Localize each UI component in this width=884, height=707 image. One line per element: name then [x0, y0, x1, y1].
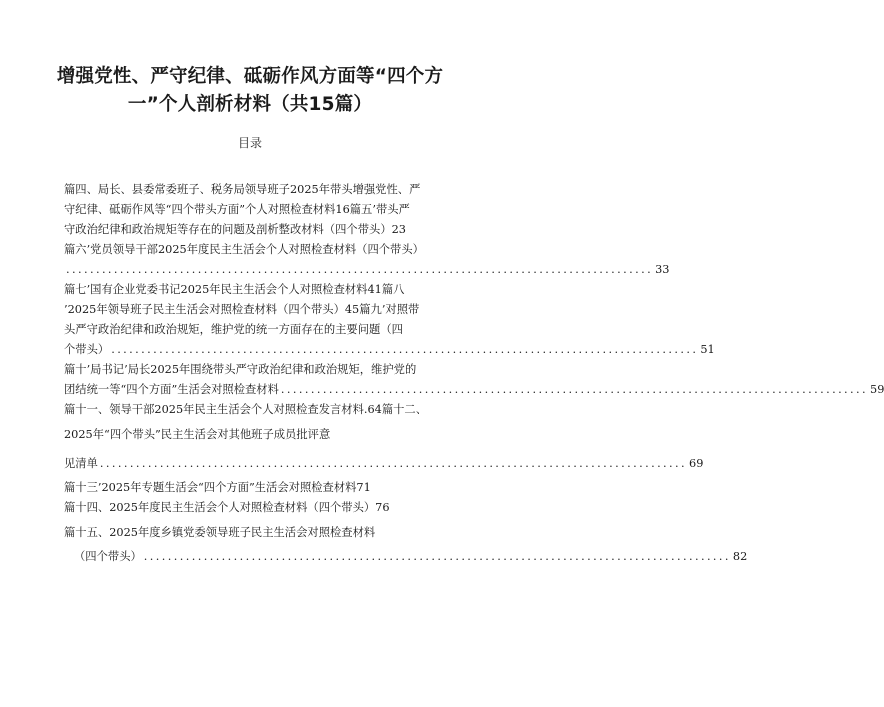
- toc-text: 篇十五、2025年度乡镇党委领导班子民主生活会对照检查材料: [64, 526, 376, 539]
- toc-page-number: 69: [689, 457, 704, 470]
- toc-line: [64, 478, 458, 498]
- toc-text: 篇十’局书记’局长2025年围绕带头严守政治纪律和政治规矩，维护党的: [64, 363, 417, 376]
- dot-leader: ..................................................................................................: [280, 383, 869, 396]
- toc-page-number: 33: [655, 263, 670, 276]
- dot-leader: ..................................................................................................: [143, 550, 731, 563]
- toc-text: 篇七’国有企业党委书记2025年民主生活会个人对照检查材料41篇八: [64, 283, 405, 296]
- toc-line: [64, 180, 458, 200]
- toc-text: ’2025年领导班子民主生活会对照检查材料（四个带头）45篇九’对照带: [64, 303, 420, 316]
- toc-page-number: 82: [732, 550, 748, 563]
- dot-leader: ..................................................................................................: [66, 263, 654, 276]
- dot-leader: ..................................................................................................: [99, 457, 688, 470]
- toc-line: [64, 300, 458, 320]
- toc-line: [64, 360, 458, 380]
- toc-heading: 目录: [237, 136, 262, 150]
- toc-text: 见清单: [64, 457, 98, 470]
- dot-leader: ..................................................................................................: [111, 343, 699, 356]
- toc-line: [64, 200, 458, 220]
- toc-text: 篇十三’2025年专题生活会“四个方面”生活会对照检查材料71: [64, 481, 371, 494]
- table-of-contents: [64, 180, 884, 567]
- toc-line: [64, 320, 458, 340]
- toc-line: [64, 420, 458, 449]
- toc-text: 团结统一等“四个方面”生活会对照检查材料: [64, 383, 279, 396]
- toc-line: [64, 518, 458, 547]
- toc-text: 篇六’党员领导干部2025年度民主生活会个人对照检查材料（四个带头）: [64, 243, 424, 256]
- toc-text: 守纪律、砥砺作风等“四个带头方面”个人对照检查材料16篇五’带头严: [64, 203, 410, 216]
- toc-text: 篇十一、领导干部2025年民主生活会个人对照检查发言材料.64篇十二、: [64, 403, 428, 416]
- toc-text: 篇四、局长、县委常委班子、税务局领导班子2025年带头增强党性、严: [64, 183, 421, 196]
- toc-text: （四个带头）: [74, 550, 142, 563]
- toc-line: [64, 380, 884, 400]
- title-line-1: 增强党性、严守纪律、砥砺作风方面等“四个方: [56, 66, 444, 87]
- toc-line: [64, 547, 748, 567]
- toc-text: 头严守政治纪律和政治规矩，维护党的统一方面存在的主要问题（四: [64, 323, 403, 336]
- toc-line: [64, 340, 715, 360]
- toc-line: [64, 260, 670, 280]
- toc-text: 2025年“四个带头”民主生活会对其他班子成员批评意: [64, 428, 331, 441]
- toc-text: 篇十四、2025年度民主生活会个人对照检查材料（四个带头）76: [64, 501, 390, 514]
- toc-line: [64, 280, 458, 300]
- toc-text: 个带头）: [64, 343, 110, 356]
- document-title: [50, 63, 450, 119]
- toc-line: [64, 449, 704, 478]
- title-line-2: 一”个人剖析材料（共15篇）: [127, 94, 373, 115]
- toc-line: [64, 240, 458, 260]
- toc-text: 守政治纪律和政治规矩等存在的问题及剖析整改材料（四个带头）23: [64, 223, 406, 236]
- toc-line: [64, 498, 458, 518]
- toc-page-number: 59: [870, 383, 884, 396]
- toc-line: [64, 400, 458, 420]
- toc-page-number: 51: [700, 343, 715, 356]
- toc-line: [64, 220, 458, 240]
